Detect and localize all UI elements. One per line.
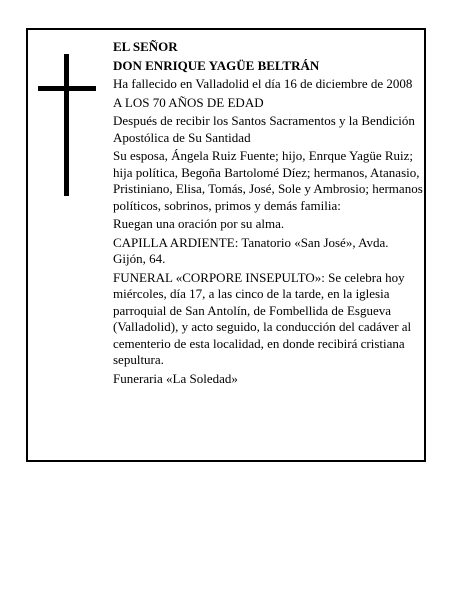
family-line: Su esposa, Ángela Ruiz Fuente; hijo, Enrque Yagüe Ruiz; hija política, Begoña Bartolomé Díez; hermanos, Atanasio, Pristiniano, Elisa, Tomás, José, Sole y Ambrosio; hermanos políticos, sobrinos, primos y demás familia: bbox=[113, 148, 423, 213]
chapel-line: CAPILLA ARDIENTE: Tanatorio «San José», Avda. Gijón, 64. bbox=[113, 234, 389, 266]
cross-vertical-bar bbox=[64, 54, 69, 196]
title-line-1: EL SEÑOR bbox=[113, 39, 178, 54]
deceased-name: DON ENRIQUE YAGÜE BELTRÁN bbox=[113, 57, 320, 73]
age-line: A LOS 70 AÑOS DE EDAD bbox=[113, 94, 264, 110]
cross-horizontal-bar bbox=[38, 86, 96, 91]
sacraments-line: Después de recibir los Santos Sacramentos y la Bendición Apostólica de Su Santidad bbox=[113, 113, 415, 145]
prayer-line: Ruegan una oración por su alma. bbox=[113, 216, 285, 231]
funeral-home-line: Funeraria «La Soledad» bbox=[113, 370, 238, 386]
obituary-text bbox=[113, 39, 423, 389]
death-notice: Ha fallecido en Valladolid el día 16 de diciembre de 2008 bbox=[113, 76, 413, 91]
funeral-line: FUNERAL «CORPORE INSEPULTO»: Se celebra hoy miércoles, día 17, a las cinco de la tarde, en la iglesia parroquial de San Antolín, de Fombellida de Esgueva (Valladolid), y acto seguido, la conducción del cadáver al cementerio de esta localidad, en donde recibirá cristiana sepultura. bbox=[113, 269, 412, 367]
